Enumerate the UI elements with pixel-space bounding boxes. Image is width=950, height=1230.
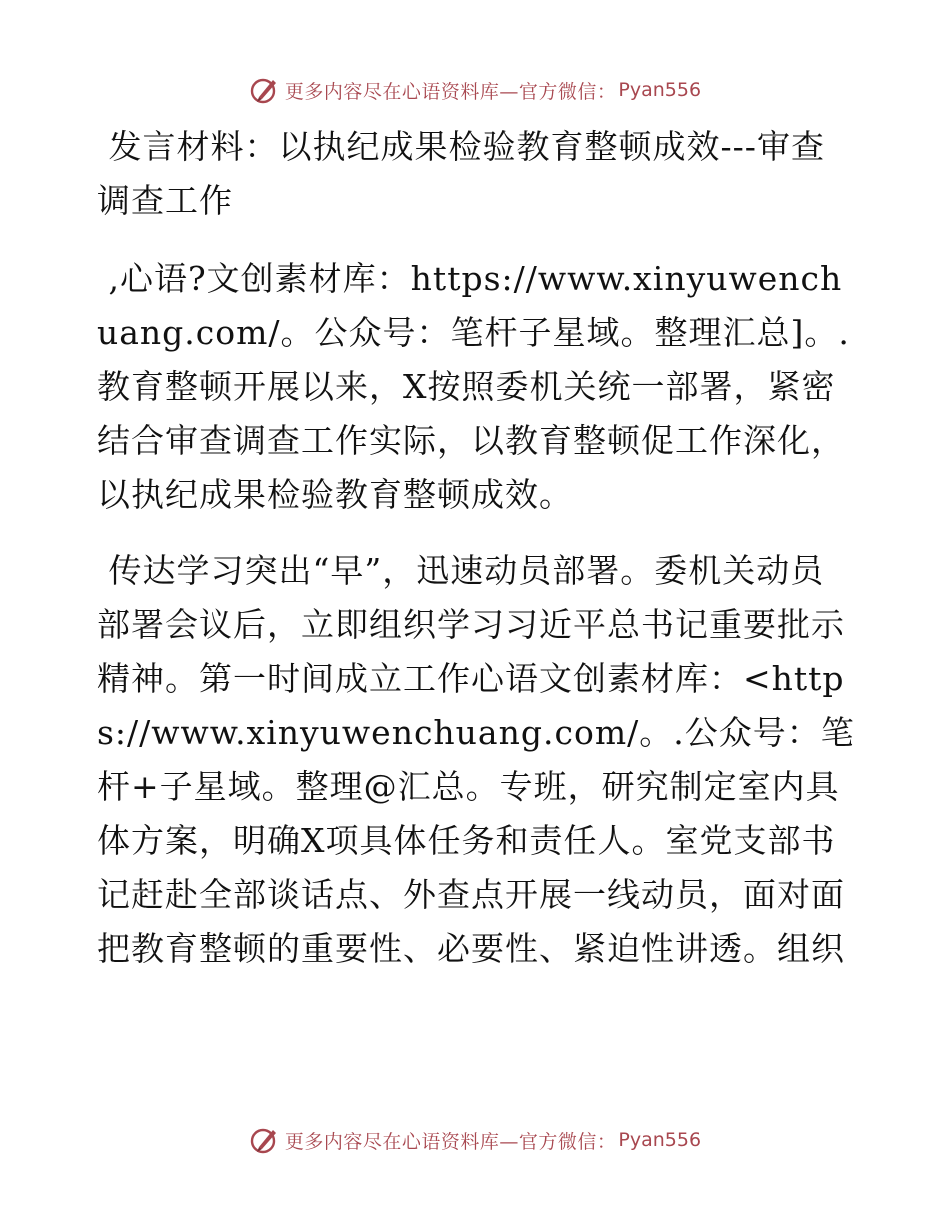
document-body <box>97 120 857 976</box>
paragraph-2: 传达学习突出“早”，迅速动员部署。委机关动员部署会议后，立即组织学习习近平总书记重要批示精神。第一时间成立工作心语文创素材库：<https://www.xinyuwenchuang.com/。.公众号：笔杆+子星域。整理@汇总。专班，研究制定室内具体方案，明确X项具体任务和责任人。室党支部书记赶赴全部谈话点、外查点开展一线动员，面对面把教育整顿的重要性、必要性、紧迫性讲透。组织 <box>97 551 855 968</box>
paragraph-1: ,心语?文创素材库：https://www.xinyuwenchuang.com/。公众号：笔杆子星域。整理汇总]。.教育整顿开展以来，X按照委机关统一部署，紧密结合审查调查工作实际，以教育整顿促工作深化，以执纪成果检验教育整顿成效。 <box>97 259 850 514</box>
footer-wechat-id: Pyan556 <box>618 1129 702 1151</box>
pen-quill-icon <box>249 1125 279 1155</box>
header-banner-text: 更多内容尽在心语资料库—官方微信： <box>284 80 617 103</box>
footer-banner-text: 更多内容尽在心语资料库—官方微信： <box>284 1130 617 1153</box>
document-title: 发言材料：以执纪成果检验教育整顿成效---审查调查工作 <box>97 127 825 220</box>
footer-banner <box>0 1120 950 1160</box>
header-banner <box>0 70 950 110</box>
header-wechat-id: Pyan556 <box>618 79 702 101</box>
pen-quill-icon <box>249 75 279 105</box>
